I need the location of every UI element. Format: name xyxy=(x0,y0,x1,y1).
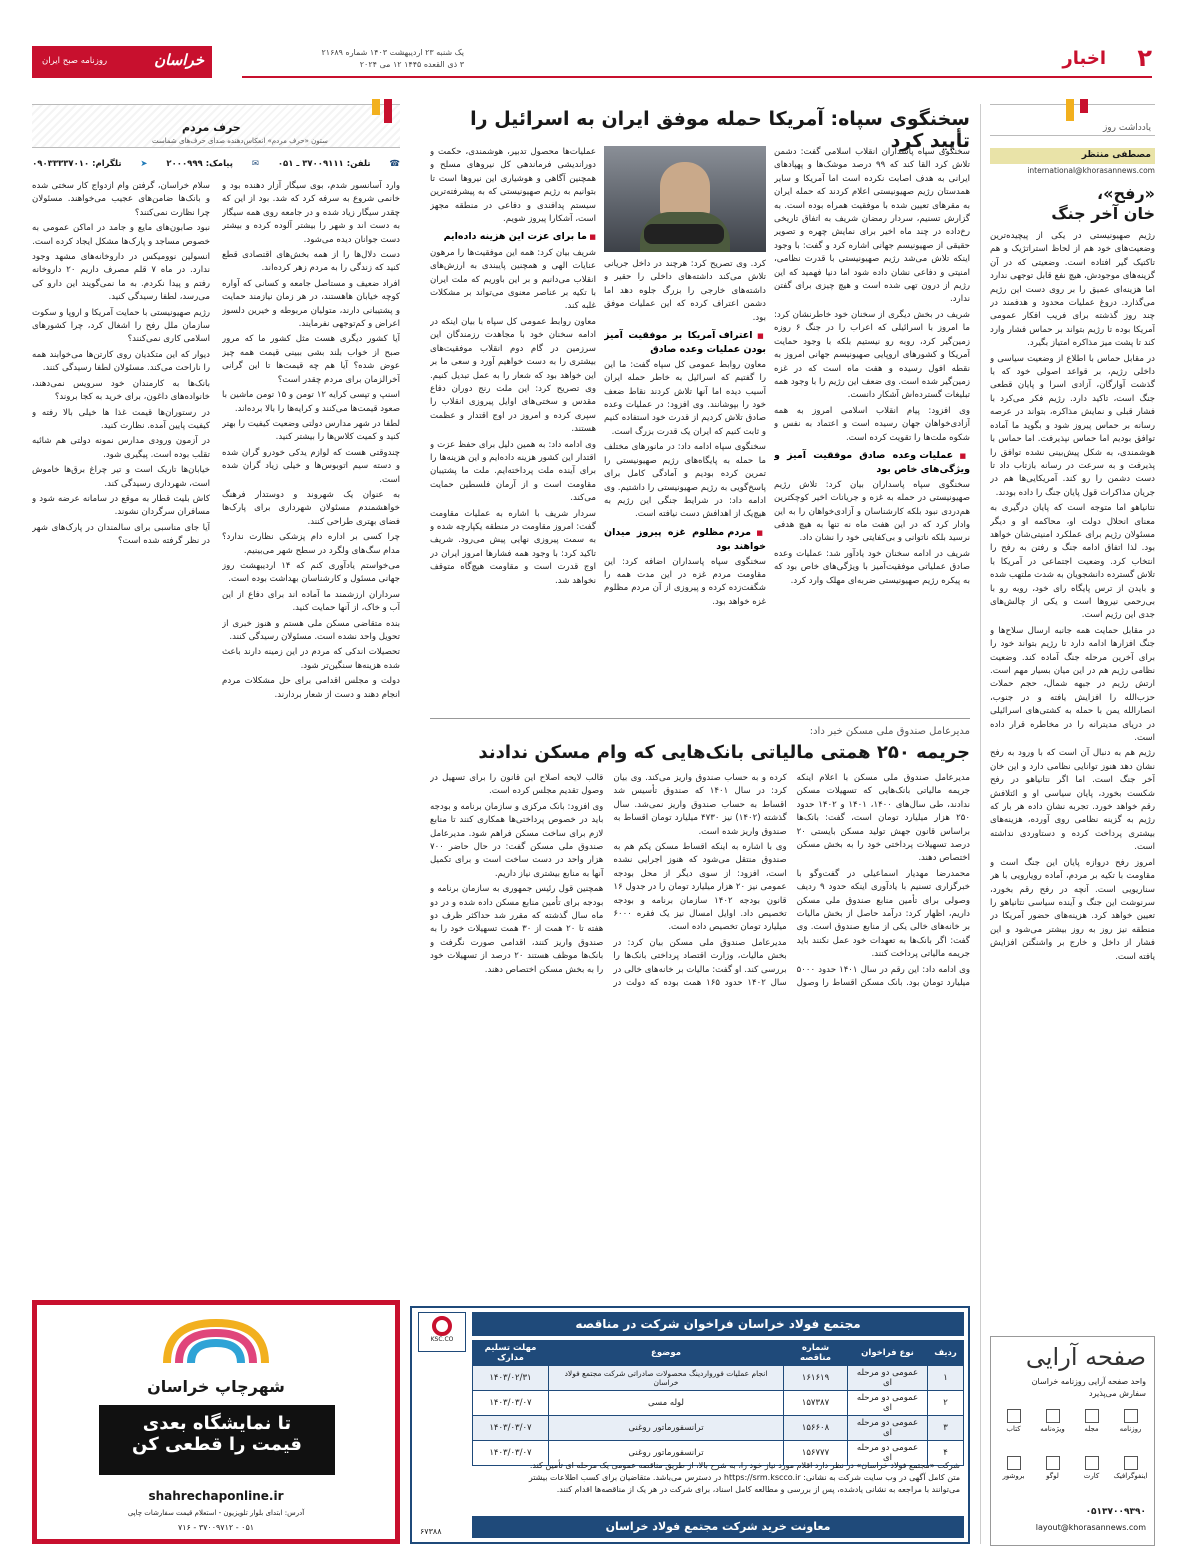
tender-logo xyxy=(418,1312,466,1352)
list-item: انسولین نوومیکس در داروخانه‌های مشهد وجود ندارد. در ماه ۷ قلم مصرف داریم ۲۰ داروخانه رفتم و پیدا نکردم. به ما نمی‌گویند این دارو کی می‌رسد، لطفا رسیدگی کنید. xyxy=(32,252,210,303)
tender-note-1: شرکت «مجتمع فولاد خراسان» در نظر دارد اقلام مورد نیاز خود را، به شرح بالا، از طریق مناقصه عمومی یک مرحله ای تأمین کند. xyxy=(529,1461,960,1470)
ad-item: اینفوگرافیک xyxy=(1113,1454,1148,1497)
print-shop-brand: شهرچاپ خراسان xyxy=(147,1377,285,1396)
list-item: دست دلال‌ها را از همه بخش‌های اقتصادی قطع کنید که زندگی را به مردم زهر کرده‌اند. xyxy=(222,250,400,274)
author-bar xyxy=(990,148,1155,164)
editorial-paragraph: در مقابل حماس با اطلاع از وضعیت سیاسی و داخلی رژیم، بر قواعد اصولی خود که با گذشت آوارگان، آزادی اسرا و پایان قطعی جنگ است، تاکید دارد. رژیم فکر می‌کرد با فشار قبلی و نمایش مذاکره، بتواند در عرصه رسانه بر حماس پیروز شود و بگوید ما آماده توافق بودیم اما حماس نپذیرفت. اما حماس با هوشمندی، به شکل پیش‌بینی نشده توافق را پذیرفت و به سرعت در رسانه بازتاب داد تا دست دشمن را رو کند. آمریکایی‌ها هم در جریان مذاکرات قول پایان جنگ را داده بودند. xyxy=(990,353,1155,498)
article-subhead: ■ ما برای عزت این هزینه داده‌ایم xyxy=(430,230,596,244)
people-voice-col-b xyxy=(32,180,210,1220)
section-title: اخبار xyxy=(1062,48,1106,69)
logo-arc-blue xyxy=(191,1343,241,1363)
list-item: خیابان‌ها تاریک است و تیر چراغ برق‌ها خاموش است، شهرداری رسیدگی کند. xyxy=(32,465,210,489)
tender-code: ۶۷۳۸۸ xyxy=(420,1527,442,1536)
main-col-2 xyxy=(604,258,766,708)
list-item: سلام خراسان، گرفتن وام ازدواج کار سختی شده و بانک‌ها ضامن‌های عجیب می‌خواهند. مسئولان چرا نظارت نمی‌کنند؟ xyxy=(32,181,210,218)
article-paragraph: مدیرعامل صندوق ملی مسکن بیان کرد: در بخش مالیات، وزارت اقتصاد پرداختی بانک‌ها را بررسی کند. او گفت: مالیات بر خانه‌های خالی در سال ۱۴۰۲ حدود ۱۶۵ همت بوده که دولت در قالب لایحه اصلاح این قانون را برای تسهیل در وصول تقدیم مجلس کرده است. xyxy=(430,773,787,989)
article-paragraph: سخنگوی سپاه پاسداران بیان کرد: تلاش رژیم صهیونیستی در حمله به غزه و جریانات اخیر کوچکترین هم‌دردی نبود بلکه کارشناسان و آزادی‌خواهان را به این وادار کرد که در این هفت ماه نه تنها به هیچ هدفی نرسید بلکه ناتوانی و بی‌کفایتی خود را نشان داد. xyxy=(774,479,970,544)
list-item: بانک‌ها به کارمندان خود سرویس نمی‌دهند، خانواده‌های داغون، برای خرید به کجا بروند؟ xyxy=(32,378,210,403)
list-item: در آزمون ورودی مدارس نمونه دولتی هم شائبه تقلب بوده است. پیگیری شود. xyxy=(32,436,210,460)
layout-ad-sub: واحد صفحه آرایی روزنامه خراسان xyxy=(1031,1377,1146,1386)
tender-logo-text: KSC.CO xyxy=(430,1336,454,1343)
brand-logo: خراسان xyxy=(154,51,204,69)
telegram-icon: ➤ xyxy=(140,159,148,169)
list-item: در رستوران‌ها قیمت غذا ها خیلی بالا رفته و کیفیت پایین آمده. نظارت کنید. xyxy=(32,407,210,431)
second-headline: جریمه ۲۵۰ همتی مالیاتی بانک‌هایی که وام مسکن ندادند xyxy=(478,742,970,763)
print-shop-phone[interactable]: ۰۵۱ - ۳۷۰۰۹۷۱۲ - ۷۱۶ xyxy=(177,1523,255,1532)
article-paragraph: عملیات‌ها محصول تدبیر، هوشمندی، حکمت و دوراندیشی فرماندهی کل نیروهای مسلح و همچنین آگاهی و هوشیاری این نیروها است تا بتوانیم به رژیم صهیونیستی که به پیشرفته‌ترین سیستم پدافندی و دفاعی در منطقه مجهز است، آشکارا پیروز شویم. xyxy=(430,147,596,225)
article-subhead: ■ اعتراف آمریکا بر موفقیت آمیز بودن عملیات وعده صادق xyxy=(604,329,766,357)
tender-title: مجتمع فولاد خراسان فراخوان شرکت در مناقصه xyxy=(575,1317,861,1331)
list-item: چندوقتی هست که لوازم یدکی خودرو گران شده و دسته سیم اتوبوس‌ها و خیلی زیاد گران شده است. xyxy=(222,447,400,485)
print-shop-url[interactable]: shahrechaponline.ir xyxy=(148,1489,284,1503)
list-item: سرداران ارزشمند ما آماده اند برای دفاع از این آب و خاک، از آنها حمایت کنید. xyxy=(222,589,400,614)
article-subhead: ■ مردم مظلوم غزه پیروز میدان خواهند بود xyxy=(604,526,766,554)
main-headline: سخنگوی سپاه: آمریکا حمله موفق ایران به اسرائیل را تأیید کرد xyxy=(470,108,970,152)
date-line-2: ۳ ذی القعده ۱۴۴۵ ۱۲ می ۲۰۲۴ xyxy=(359,60,464,69)
article-subhead: ■ عملیات وعده صادق موفقیت آمیز و ویژگی‌های خاص بود xyxy=(774,449,970,477)
col-header: موضوع xyxy=(549,1341,784,1366)
article-paragraph: شریف در بخش دیگری از سخنان خود خاطرنشان کرد: ما امروز با اسرائیلی که اعراب را در جنگ ۶ روزه زمین‌گیر کرد، روبه رو نیستیم بلکه با وجود حمایت آمریکا و کشورهای اروپایی صهیونیسم جهانی امروز به نقطه افول رسیده و هفت ماه است که در غزه زمین‌گیر شده است. وی ضعف این رژیم را با وجود همه تبلیغات گسترده‌اش آشکار دانست. xyxy=(774,309,970,401)
article-paragraph: وی افزود: پیام انقلاب اسلامی امروز به همه آزادی‌خواهان جهان رسیده است و اعتماد به نفس و شکوه ملت‌ها را تقویت کرده است. xyxy=(774,405,970,443)
ad-item: ویژه‌نامه xyxy=(1035,1407,1070,1450)
list-item: افراد ضعیف و مستاصل جامعه و کسانی که آواره کوچه خیابان هاهستند، در هر زمان نیازمند حمایت و پشتیبانی دارند، متولیان مربوطه و خیرین دلسوز اعراض و کم‌توجهی نفرمایند. xyxy=(222,278,400,330)
list-item: نبود صابون‌های مایع و جامد در اماکن عمومی به خصوص مساجد و پارک‌ها مشکل ایجاد کرده است. xyxy=(32,223,210,247)
print-shop-note: آدرس: ابتدای بلوار تلویزیون - استعلام قیمت سفارشات چاپی xyxy=(127,1509,305,1517)
article-paragraph: سخنگوی سپاه پاسداران انقلاب اسلامی گفت: دشمن تلاش کرد القا کند که ۹۹ درصد موشک‌ها و پهپادهای ایرانی به هدف اصابت نکرده است اما آمریکا و سایر همدستان رژیم صهیونیستی اعلام کردند که حمله ایران به مقرهای تعیین شده با موفقیت همراه بوده است. به گزارش تسنیم، سردار رمضان شریف به اتفاق تاریخی رخ‌داده در چند ماه اخیر برای نمایش چهره و تصویر حقیقی از صهیونیسم جهانی اشاره کرد و گفت: با وجود اینکه تلاش می‌شد رژیم صهیونیستی با قدرت نظامی، امنیتی و دفاعی نشان داده شود اما دنیا فهمید که این رژیم از درون تهی شده است و هیچ چیزی برای گفتن ندارد. xyxy=(774,147,970,305)
list-item: تحصیلات اندکی که مردم در این زمینه دارند باعث شده هزینه‌ها سنگین‌تر شود. xyxy=(222,647,400,671)
magazine-icon xyxy=(1085,1409,1099,1423)
main-col-3 xyxy=(430,146,596,708)
col-header: مهلت تسلیم مدارک xyxy=(473,1341,549,1366)
list-item: لطفا در شهر مدارس دولتی وضعیت کیفیت را بهتر کنید و کمیت کلاس‌ها را بیشتر کنید. xyxy=(222,418,400,443)
tender-footer-bar xyxy=(472,1516,964,1538)
special-issue-icon xyxy=(1046,1409,1060,1423)
editorial-kicker: یادداشت روز xyxy=(1102,123,1151,133)
article-paragraph: کرد. وی تصریح کرد: هرچند در داخل جریانی تلاش می‌کند داشته‌های داخلی را حقیر و داشته‌های خارجی را بزرگ جلوه دهد اما دشمن اعتراف کرده که این عملیات موفق بود. xyxy=(604,259,766,323)
tender-note-2[interactable]: متن کامل آگهی در وب سایت شرکت به نشانی: https://srm.kscco.ir در دسترس می‌باشد. متقاضیان برای کسب اطلاعات بیشتر xyxy=(528,1473,960,1482)
table-row: ۱ عمومی دو مرحله ای ۱۶۱۶۱۹ انجام عملیات فورواردینگ محصولات صادراتی شرکت مجتمع فولاد خراسان ۱۴۰۳/۰۲/۳۱ xyxy=(473,1366,964,1391)
brand-bar xyxy=(32,46,212,78)
col-header: شماره مناقصه xyxy=(784,1341,848,1366)
card-icon xyxy=(1085,1456,1099,1470)
people-voice-header xyxy=(32,104,400,148)
tender-table xyxy=(472,1340,964,1466)
editorial-body xyxy=(990,230,1155,1250)
table-row: ۴ عمومی دو مرحله ای ۱۵۶۷۷۷ ترانسفورماتور روغنی ۱۴۰۳/۰۳/۰۷ xyxy=(473,1441,964,1466)
list-item: آیا کشور دیگری هست مثل کشور ما که مرور صبح از خواب بلند بشی ببینی قیمت همه چیز عوض شده؟ آیا هم چه قیمت‌ها تا این گرانی آخرالزمان برای مردم چقدر است؟ xyxy=(222,334,400,385)
ad-item: کارت xyxy=(1074,1454,1109,1497)
layout-ad-phone[interactable]: ۰۵۱۳۷۰۰۹۳۹۰ xyxy=(1085,1507,1146,1517)
sms-icon: ✉ xyxy=(251,159,259,169)
tender-ad[interactable] xyxy=(410,1306,970,1544)
contact-sms[interactable]: پیامک: ۲۰۰۰۹۹۹ xyxy=(166,159,233,169)
microphone-icon xyxy=(644,224,724,244)
tender-table-wrap xyxy=(472,1340,964,1466)
layout-ad-email[interactable]: layout@khorasannews.com xyxy=(1035,1523,1146,1532)
article-paragraph: سخنگوی سپاه ادامه داد: در مانورهای مختلف ما حمله به پایگاه‌های رژیم صهیونیستی را تمرین کرده بودیم و آمادگی کامل برای پاسخ‌گویی به رژیم صهیونیستی را داشتیم. وی ادامه داد: در شرایط جنگی این رژیم به هیچ‌یک از اهدافش دست نیافته است. xyxy=(604,442,766,520)
table-row: ۳ عمومی دو مرحله ای ۱۵۶۶۰۸ ترانسفورماتور روغنی ۱۴۰۳/۰۳/۰۷ xyxy=(473,1416,964,1441)
article-paragraph: شریف در ادامه سخنان خود یادآور شد: عملیات وعده صادق عملیاتی موفقیت‌آمیز با ویژگی‌های خاص بود که به پیکره رژیم صهیونیستی ضربه‌ای مهلک وارد کرد. xyxy=(774,548,970,586)
tender-title-bar xyxy=(472,1312,964,1336)
page-number: ۲ xyxy=(1137,44,1152,72)
editorial-title-2: خان آخر جنگ xyxy=(1051,204,1155,223)
people-voice-column xyxy=(32,104,400,1284)
brand-sub: روزنامه صبح ایران xyxy=(42,56,108,66)
layout-ad-grid xyxy=(996,1407,1148,1497)
article-paragraph: همچنین قول رئیس جمهوری به سازمان برنامه و بودجه برای تأمین منابع مسکن داده شده و در دو ماه سال گذشته که مقرر شد حداکثر ظرف دو هفته تا ۲۰ همت از ۳۰ همت تسهیلات خود را به صندوق واریز کنند، اقدامی صورت نگرفت و بانک‌ها موظف هستند ۲۰ درصد از تسهیلات خود را به بخش مسکن اختصاص دهند. xyxy=(430,884,604,975)
print-shop-slogan-1: تا نمایشگاه بعدی xyxy=(142,1413,292,1434)
list-item: رژیم صهیونیستی با حمایت آمریکا و اروپا و سکوت سازمان ملل رفح را اشغال کرد، چرا کشورهای اسلامی کاری نمی‌کنند؟ xyxy=(32,307,210,345)
tender-footer: معاونت خرید شرکت مجتمع فولاد خراسان xyxy=(605,1520,831,1533)
list-item: به عنوان یک شهروند و دوستدار فرهنگ خواهشمندم مسئولان شهرداری برای پارک‌ها فضای بهتری طراحی کنند. xyxy=(222,489,400,527)
author-name: مصطفی منتظر xyxy=(1081,150,1151,160)
ad-item: کتاب xyxy=(996,1407,1031,1450)
article-paragraph: سخنگوی سپاه پاسداران اضافه کرد: این مقاومت مردم غزه در این مدت همه را شگفت‌زده کرده و پیروزی از آن مردم مظلوم غزه خواهد بود. xyxy=(604,556,766,607)
tender-note-3: می‌توانند با مراجعه به نشانی یادشده، پس از بررسی و مطالعه کامل اسناد، برای شرکت در هر یک از مناقصه‌ها اقدام کنند. xyxy=(556,1485,960,1494)
header-rule xyxy=(242,76,1152,78)
page-header xyxy=(32,46,1152,78)
list-item: دولت و مجلس اقدامی برای حل مشکلات مردم انجام دهند و دست از شعار بردارند. xyxy=(222,676,400,700)
contact-phone[interactable]: تلفن: ۳۷۰۰۹۱۱۱ ـ ۰۵۱ xyxy=(277,159,371,169)
second-body xyxy=(430,772,970,1274)
editorial-title-1: «رفح»، xyxy=(1097,184,1155,203)
ad-item: لوگو xyxy=(1035,1454,1070,1497)
people-voice-title: حرف مردم xyxy=(182,121,241,134)
article-paragraph: مدیرعامل صندوق ملی مسکن با اعلام اینکه جریمه مالیاتی بانک‌هایی که تسهیلات مسکن ندادند، طی سال‌های ۱۴۰۰، ۱۴۰۱ و ۱۴۰۲ حدود ۲۵۰ هزار میلیارد تومان است، گفت: بانک‌ها براساس قانون جهش تولید مسکن بایستی ۲۰ درصد تسهیلات پرداختی خود را به بخش مسکن اختصاص دهند. xyxy=(796,773,970,864)
kicker-accent-icon-2 xyxy=(1080,99,1088,113)
list-item: آیا جای مناسبی برای سالمندان در پارک‌های شهر در نظر گرفته شده است؟ xyxy=(32,522,210,547)
kicker-box xyxy=(990,104,1155,136)
layout-ad-sub2: سفارش می‌پذیرد xyxy=(1089,1389,1146,1398)
list-item: وارد آسانسور شدم، بوی سیگار آزار دهنده بود و خانمی شروع به سرفه کرد که شد. بود از این که چقدر سیگار زیاد شده و در جامعه روی همه سیگار به دست اند و شهر را بیشتر آلوده کرده و بیشتر دست جوانان دیده می‌شود. xyxy=(222,181,400,245)
newspaper-icon xyxy=(1124,1409,1138,1423)
second-kicker: مدیرعامل صندوق ملی مسکن خبر داد: xyxy=(809,726,970,737)
list-item: بنده متقاضی مسکن ملی هستم و هنوز خبری از تحویل واحد نشده است. مسئولان رسیدگی کنند. xyxy=(222,618,400,642)
people-voice-accent-icon xyxy=(384,99,392,123)
list-item: دیوار که این متکدیان روی کارتن‌ها می‌خوابند همه را ناراحت می‌کند. مسئولان لطفا رسیدگی کنند. xyxy=(32,349,210,374)
article-paragraph: محمدرضا مهدیار اسماعیلی در گفت‌وگو با خبرگزاری تسنیم با یادآوری اینکه حدود ۹ ردیف وصولی برای تأمین منابع صندوق ملی مسکن داریم، اظهار کرد: درآمد حاصل از بخش مالیات بر خانه‌های خالی یکی از منابع صندوق است. وی گفت: اگر بانک‌ها به تعهدات خود عمل نکنند باید جریمه مالیاتی پرداخت کنند. xyxy=(796,868,970,960)
article-paragraph: وی با اشاره به اینکه اقساط مسکن یکم هم به صندوق منتقل می‌شود که هنوز اجرایی نشده است، افزود: از سوی دیگر از محل بودجه عمومی نیز ۲۰ هزار میلیارد تومان را در جدول ۱۶ قانون بودجه ۱۴۰۲ سازمان برنامه و بودجه تخصیص داد. اوایل امسال نیز یک فقره ۶۰۰۰ میلیارد تومان تخصیص داده است. xyxy=(613,842,787,933)
people-voice-subtitle: ستون «حرف مردم» انعکاس‌دهنده صدای حرف‌های شماست xyxy=(152,137,328,145)
steel-logo-icon xyxy=(432,1316,452,1336)
editorial-column xyxy=(990,104,1155,1546)
ad-item: بروشور xyxy=(996,1454,1031,1497)
col-header: ردیف xyxy=(928,1341,964,1366)
contact-telegram[interactable]: تلگرام: ۰۹۰۳۳۳۳۷۰۱۰ xyxy=(32,159,122,169)
table-header-row xyxy=(473,1341,964,1366)
logo-icon xyxy=(1046,1456,1060,1470)
print-shop-slogan-box xyxy=(99,1405,335,1475)
article-paragraph: سردار شریف با اشاره به عملیات مقاومت گفت: امروز مقاومت در منطقه یکپارچه شده و به سمت پیروزی نهایی پیش می‌رود. شریف تاکید کرد: با وجود همه فشارها امروز ایران در اوج قدرت است و مقاومت هیچ‌گاه متوقف نخواهد شد. xyxy=(430,508,596,586)
contact-bar xyxy=(32,156,400,172)
layout-ad-title: صفحه آرایی xyxy=(1025,1343,1146,1371)
editorial-paragraph: در مقابل حمایت همه جانبه ارسال سلاح‌ها و جنگ افزارها ادامه دارد تا رژیم بتواند خود را برای آخرین مرحله جنگ آماده کند. وضعیت نظامی رژیم هم در این میان بسیار مهم است. ارتش رژیم در جبهه شمال، حجم حملات حزب‌الله را افزایش یافته و در جنوب، انصارالله یمن با حمله به کشتی‌های اسرائیلی در دریای مدیترانه را در مخاطره قرار داده است. xyxy=(990,625,1155,744)
article-paragraph: وی ادامه داد: به همین دلیل برای حفظ عزت و اقتدار این کشور هزینه داده‌ایم و این هزینه‌ها را برای آینده ملت پرداخته‌ایم. ملت ما پشتیبان مقاومت است و از آرمان فلسطین حمایت می‌کند. xyxy=(430,439,596,504)
article-paragraph: معاون روابط عمومی کل سپاه گفت: ما این را گفتیم که اسرائیل به خاطر حمله ایران آسیب دیده اما آنها تلاش کردند نقاط ضعف خود را بپوشانند. وی افزود: در عملیات وعده صادق تلاش کردیم از قدرت خود استفاده کنیم و ثابت کنیم که ایران یک قدرت بزرگ است. xyxy=(604,359,766,437)
column-divider xyxy=(980,104,981,1544)
kicker-accent-icon xyxy=(1066,99,1074,121)
article-paragraph: وی افزود: بانک مرکزی و سازمان برنامه و بودجه باید در خصوص پرداختی‌ها همکاری کنند تا منابع لازم برای ساخت مسکن فراهم شود. مدیرعامل صندوق ملی مسکن گفت: در حال حاضر ۷۰۰ هزار واحد در دست ساخت است و برای تکمیل آنها به منابع بیشتری نیاز داریم. xyxy=(430,801,604,879)
layout-ad[interactable] xyxy=(990,1336,1155,1546)
print-shop-logo xyxy=(157,1313,275,1373)
print-shop-slogan-2: قیمت را قطعی کن xyxy=(132,1434,302,1455)
article-paragraph: وی ادامه داد: این رقم در سال ۱۴۰۱ حدود ۵۰۰۰ میلیارد تومان بود. بانک مسکن اقساط را وصول کرده و به حساب صندوق واریز می‌کند. وی بیان کرد: در سال ۱۴۰۱ که صندوق تأسیس شد اقساط به حساب صندوق واریز نمی‌شد. سال گذشته (۱۴۰۲) نیز ۴۷۳۰ میلیارد تومان اقساط به صندوق واریز شده است. xyxy=(613,773,970,989)
list-item: می‌خواستم یادآوری کنم که ۱۴ اردیبهشت روز جهانی مسئول و کارشناسان بهداشت بوده است. xyxy=(222,560,400,585)
author-email[interactable]: international@khorasannews.com xyxy=(1027,166,1155,175)
people-voice-col-a xyxy=(222,180,400,1220)
list-item: کاش بلیت قطار به موقع در سامانه عرضه شود و مسافران سرگردان نشوند. xyxy=(32,493,210,518)
people-voice-accent-icon-2 xyxy=(372,99,380,115)
brochure-icon xyxy=(1007,1456,1021,1470)
tender-notes xyxy=(420,1460,960,1496)
print-shop-ad[interactable] xyxy=(32,1300,400,1544)
list-item: اسنپ و تپسی کرایه ۱۲ تومن و ۱۵ تومن ماشین با صعود قیمت‌ها می‌کنند و کرایه‌ها را بالا برده‌اند. xyxy=(222,390,400,414)
date-line-1: یک شنبه ۲۳ اردیبهشت ۱۴۰۳ شماره ۲۱۶۸۹ xyxy=(321,48,464,57)
book-icon xyxy=(1007,1409,1021,1423)
editorial-paragraph: رژیم هم به دنبال آن است که با ورود به رفح نشان دهد هنوز توانایی نظامی دارد و این خان آخر جنگ است. اما اگر نتانیاهو در رفح شکست بخورد، پایان سیاسی او و ائتلافش رقم خواهد خورد. تجربه نشان داده هر بار که رژیم به گزینه نظامی روی آورده، هزینه‌های بیشتری پرداخت کرده و دستاوردی نداشته است. xyxy=(990,748,1155,853)
spokesman-photo xyxy=(604,146,766,252)
article-paragraph: معاون روابط عمومی کل سپاه با بیان اینکه در ادامه سخنان خود با مجاهدت رزمندگان این سرزمین در گام دوم انقلاب موفقیت‌های بیشتری را به دست خواهیم آورد و سعی ما بر این خواهد بود که شعار را به عمل تبدیل کنیم. وی تصریح کرد: این ملت رنج دوران دفاع مقدس و سختی‌های اوایل پیروزی انقلاب را سپری کرده و امروز در اوج اقتدار و عظمت هستند. xyxy=(430,316,596,435)
table-row: ۲ عمومی دو مرحله ای ۱۵۷۳۸۷ لوله مسی ۱۴۰۳/۰۳/۰۷ xyxy=(473,1391,964,1416)
article-divider xyxy=(430,718,970,719)
editorial-paragraph: امروز رفح دروازه پایان این جنگ است و مقاومت با تکیه بر مردم، آماده رویارویی با هر سناریویی است. آنچه در رفح رقم بخورد، سرنوشت این جنگ و آینده سیاسی نتانیاهو را تعیین خواهد کرد. هزینه‌های حضور آمریکا در منطقه نیز روز به روز بیشتر می‌شود و این فشار از داخل و خارج بر واشنگتن افزایش یافته است. xyxy=(990,857,1155,962)
infographic-icon xyxy=(1124,1456,1138,1470)
article-paragraph: شریف بیان کرد: همه این موفقیت‌ها را مرهون عنایات الهی و همچنین پایبندی به ارزش‌های انقلاب می‌دانیم و بر این باوریم که ملت ایران با تکیه بر عناصر معنوی می‌تواند بر مشکلات غلبه کند. xyxy=(430,247,596,312)
ad-item: روزنامه xyxy=(1113,1407,1148,1450)
editorial-paragraph: نتانیاهو اما متوجه است که پایان درگیری به معنای انحلال دولت او، محاکمه او و دیگر مسئولان رژیم برای عملکرد امنیتی‌شان خواهد بود. لذا اتفاق ادامه جنگ و رفتن به رفح را انتخاب کرد. وضعیت اجتماعی در آمریکا با تلاش گسترده دانشجویان به شدت ملتهب شده و بایدن از ترس پایگاه رای خود، روبه رو با بی‌رحمی نیروها است و یکی از چالش‌های جدی این رژیم است. xyxy=(990,503,1155,621)
phone-icon: ☎ xyxy=(389,159,400,169)
editorial-paragraph: رژیم صهیونیستی در یکی از پیچیده‌ترین وضعیت‌های خود هم از لحاظ استراتژیک و هم تاکتیک گیر افتاده است. وضعیتی که در آن گزینه‌های موجودش، هیچ نفع قابل توجهی ندارد اما هزینه‌ای عمیق را بر روی دست این رژیم می‌گذارد. دروغ عملیات محدود و هدفمند در چند روز گذشته برای فریب افکار عمومی آمریکا بوده تا رژیم بتواند بر حماس فشار وارد کند تا پشت میز مذاکره امتیاز بگیرد. xyxy=(990,231,1155,349)
list-item: چرا کسی بر اداره دام پزشکی نظارت ندارد؟ مدام سگ‌های ولگرد در سطح شهر می‌بینیم. xyxy=(222,532,400,556)
main-col-1 xyxy=(774,146,970,706)
col-header: نوع فراخوان xyxy=(848,1341,928,1366)
ad-item: مجله xyxy=(1074,1407,1109,1450)
